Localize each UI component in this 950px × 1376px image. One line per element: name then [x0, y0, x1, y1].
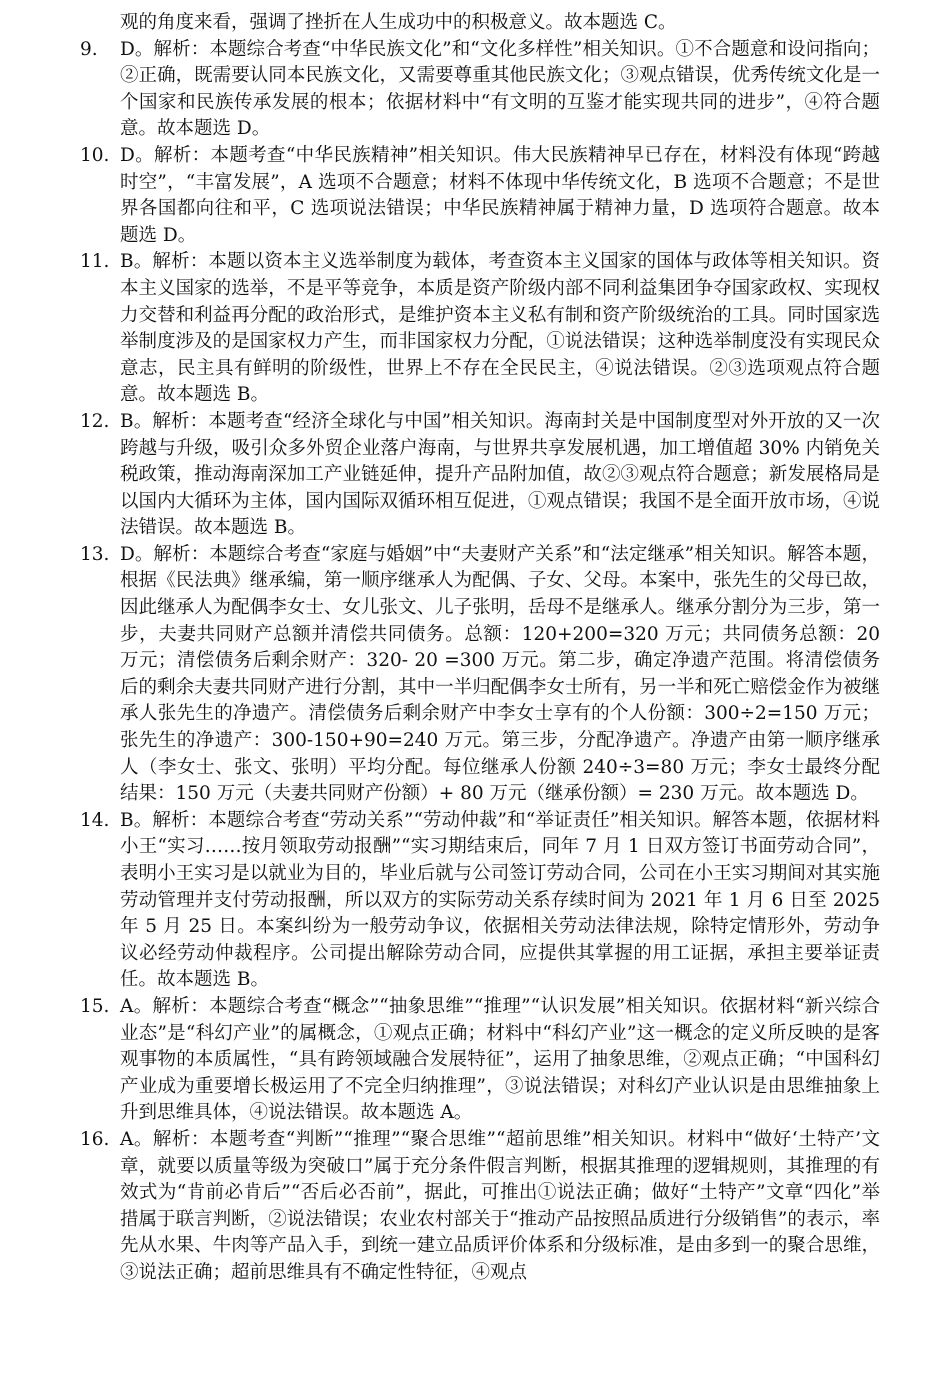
answer-number: 11. [80, 251, 110, 273]
answer-text: B。解析：本题考查“经济全球化与中国”相关知识。海南封关是中国制度型对外开放的又一次跨越与升级，吸引众多外贸企业落户海南，与世界共享发展机遇，加工增值超 30% 内销免关税政策，推动海南深加工产业链延伸，提升产品附加值，故②③观点符合题意；新发展格局是以国内大循环为主体，国内国际双循环相互促进，①观点错误；我国不是全面开放市场，④说法错误。故本题选 B。 [120, 410, 880, 539]
answer-item-9 [80, 37, 880, 143]
answer-item-16 [80, 1127, 880, 1287]
answer-number: 10. [80, 144, 110, 166]
answer-item-14 [80, 808, 880, 994]
answer-item-13 [80, 542, 880, 808]
answer-item-12 [80, 409, 880, 542]
answer-number: 9. [80, 38, 98, 60]
answer-item-11 [80, 249, 880, 409]
answer-item-10 [80, 143, 880, 249]
answer-text: D。解析：本题考查“中华民族精神”相关知识。伟大民族精神早已存在，材料没有体现“跨越时空”，“丰富发展”，A 选项不合题意；材料不体现中华传统文化，B 选项不合题意；不是世界各国都向往和平，C 选项说法错误；中华民族精神属于精神力量，D 选项符合题意。故本题选 D。 [120, 144, 880, 246]
answer-number: 14. [80, 809, 110, 831]
answer-text: A。解析：本题考查“判断”“推理”“聚合思维”“超前思维”相关知识。材料中“做好‘土特产’文章，就要以质量等级为突破口”属于充分条件假言判断，根据其推理的逻辑规则，其推理的有效式为“肯前必肯后”“否后必否前”，据此，可推出①说法正确；做好“土特产”文章“四化”举措属于联言判断，②说法错误；农业农村部关于“推动产品按照品质进行分级销售”的表示，率先从水果、牛肉等产品入手，到统一建立品质评价体系和分级标准，是由多到一的聚合思维，③说法正确；超前思维具有不确定性特征，④观点 [120, 1128, 880, 1283]
answer-item-15 [80, 994, 880, 1127]
answer-number: 15. [80, 995, 110, 1017]
answer-text: D。解析：本题综合考查“中华民族文化”和“文化多样性”相关知识。①不合题意和设问指向；②正确，既需要认同本民族文化，又需要尊重其他民族文化；③观点错误，优秀传统文化是一个国家和民族传承发展的根本；依据材料中“有文明的互鉴才能实现共同的进步”，④符合题意。故本题选 D。 [120, 38, 880, 140]
answer-text: B。解析：本题以资本主义选举制度为载体，考查资本主义国家的国体与政体等相关知识。资本主义国家的选举，不是平等竞争，本质是资产阶级内部不同利益集团争夺国家政权、实现权力交替和利益再分配的政治形式，是维护资本主义私有制和资产阶级统治的工具。同时国家选举制度涉及的是国家权力产生，而非国家权力分配，①说法错误；这种选举制度没有实现民众意志，民主具有鲜明的阶级性，世界上不存在全民民主，④说法错误。②③选项观点符合题意。故本题选 B。 [120, 251, 880, 406]
continuation-text: 观的角度来看，强调了挫折在人生成功中的积极意义。故本题选 C。 [120, 12, 677, 33]
answer-text: B。解析：本题综合考查“劳动关系”“劳动仲裁”和“举证责任”相关知识。解答本题，依据材料小王“实习……按月领取劳动报酬”“实习期结束后，同年 7 月 1 日双方签订书面劳动合同”，表明小王实习是以就业为目的，毕业后就与公司签订劳动合同，公司在小王实习期间对其实施劳动管理并支付劳动报酬，所以双方的实际劳动关系存续时间为 2021 年 1 月 6 日至 2025 年 5 月 25 日。本案纠纷为一般劳动争议，依据相关劳动法律法规，除特定情形外，劳动争议必经劳动仲裁程序。公司提出解除劳动合同，应提供其掌握的用工证据，承担主要举证责任。故本题选 B。 [120, 809, 880, 991]
answer-text: D。解析：本题综合考查“家庭与婚姻”中“夫妻财产关系”和“法定继承”相关知识。解答本题，根据《民法典》继承编，第一顺序继承人为配偶、子女、父母。本案中，张先生的父母已故，因此继承人为配偶李女士、女儿张文、儿子张明，岳母不是继承人。继承分割分为三步，第一步，夫妻共同财产总额并清偿共同债务。总额：120+200=320 万元；共同债务总额：20 万元；清偿债务后剩余财产：320- 20 =300 万元。第二步，确定净遗产范围。将清偿债务后的剩余夫妻共同财产进行分割，其中一半归配偶李女士所有，另一半和死亡赔偿金作为被继承人张先生的净遗产。清偿债务后剩余财产中李女士享有的个人份额：300÷2=150 万元；张先生的净遗产：300-150+90=240 万元。第三步，分配净遗产。净遗产由第一顺序继承人（李女士、张文、张明）平均分配。每位继承人份额 240÷3=80 万元；李女士最终分配结果：150 万元（夫妻共同财产份额）+ 80 万元（继承份额）= 230 万元。故本题选 D。 [120, 543, 880, 805]
answer-text: A。解析：本题综合考查“概念”“抽象思维”“推理”“认识发展”相关知识。依据材料“新兴综合业态”是“科幻产业”的属概念，①观点正确；材料中“科幻产业”这一概念的定义所反映的是客观事物的本质属性，“具有跨领域融合发展特征”，运用了抽象思维，②观点正确；“中国科幻产业成为重要增长极运用了不完全归纳推理”，③说法错误；对科幻产业认识是由思维抽象上升到思维具体，④说法错误。故本题选 A。 [120, 995, 880, 1124]
answer-number: 16. [80, 1128, 110, 1150]
answer-explanation-page [80, 10, 880, 1287]
answer-number: 13. [80, 543, 110, 565]
answer-number: 12. [80, 410, 110, 432]
answer-list [80, 37, 880, 1287]
